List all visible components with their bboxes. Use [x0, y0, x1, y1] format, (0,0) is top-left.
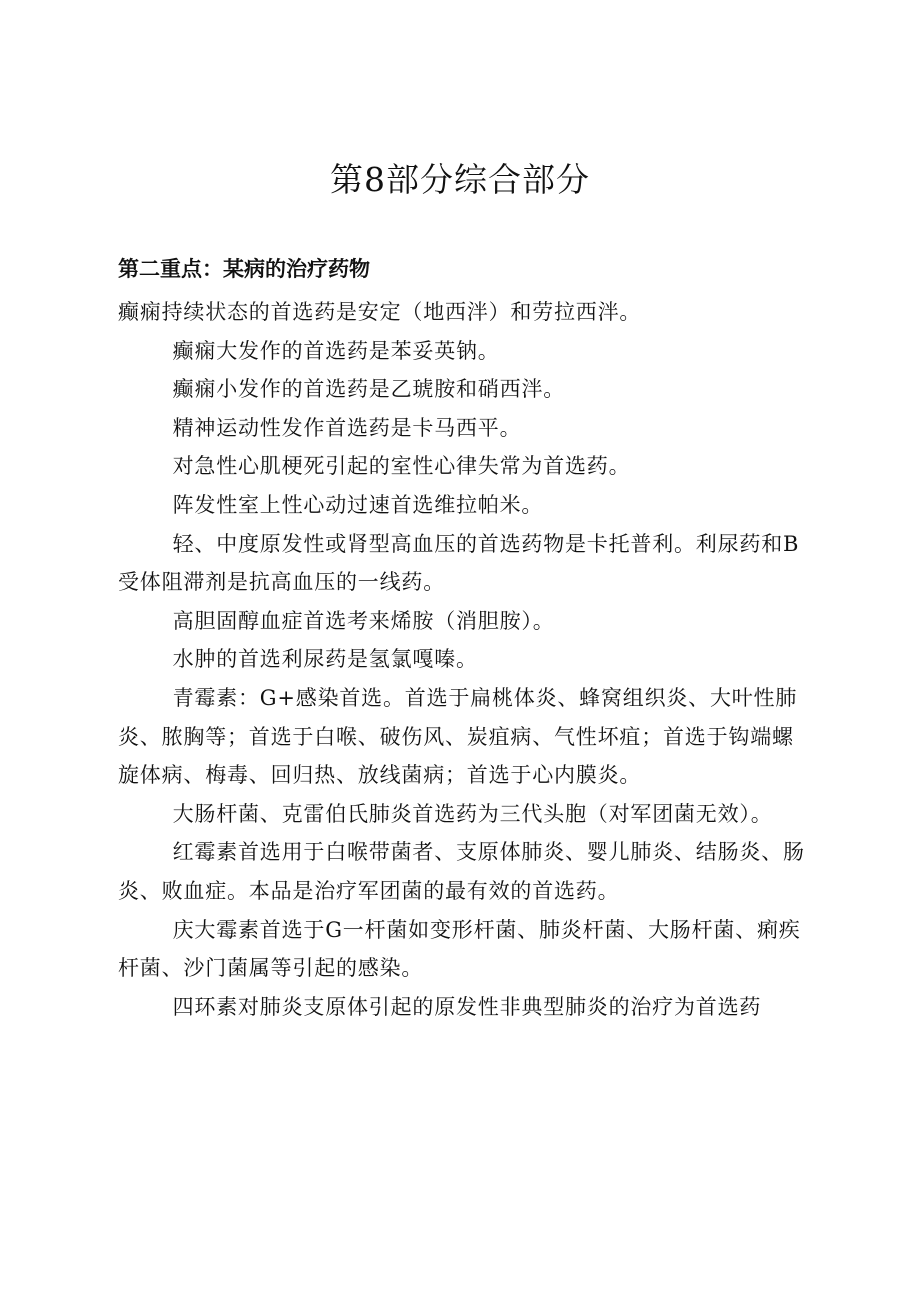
page-title: 第8部分综合部分: [330, 160, 590, 199]
paragraph-tetracycline: 四环素对肺炎支原体引起的原发性非典型肺炎的治疗为首选药: [172, 994, 762, 1019]
document-body: [118, 293, 810, 1026]
paragraph-grand-mal: 癫痫大发作的首选药是苯妥英钠。: [172, 338, 500, 363]
section-heading: 第二重点：某病的治疗药物: [118, 257, 370, 281]
paragraph-penicillin: 青霉素：G+感染首选。首选于扁桃体炎、蜂窝组织炎、大叶性肺炎、脓胸等；首选于白喉、破伤风、炭疽病、气性坏疽；首选于钩端螺旋体病、梅毒、回归热、放线菌病；首选于心内膜炎。: [118, 685, 798, 788]
paragraph-erythromycin: 红霉素首选用于白喉带菌者、支原体肺炎、婴儿肺炎、结肠炎、肠炎、败血症。本品是治疗军团菌的最有效的首选药。: [118, 840, 805, 903]
paragraph-gentamicin: 庆大霉素首选于G一杆菌如变形杆菌、肺炎杆菌、大肠杆菌、痢疾杆菌、沙门菌属等引起的感染。: [118, 917, 801, 981]
paragraph-hypercholesterolemia: 高胆固醇血症首选考来烯胺（消胆胺）。: [172, 608, 555, 633]
paragraph-ventricular-arrhythmia: 对急性心肌梗死引起的室性心律失常为首选药。: [172, 454, 631, 479]
paragraph-hypertension: 轻、中度原发性或肾型高血压的首选药物是卡托普利。利尿药和B受体阻滞剂是抗高血压的一线药。: [118, 531, 800, 595]
paragraph-psychomotor-seizure: 精神运动性发作首选药是卡马西平。: [172, 415, 522, 440]
paragraph-status-epilepticus: 癫痫持续状态的首选药是安定（地西泮）和劳拉西泮。: [118, 300, 642, 324]
paragraph-ecoli: 大肠杆菌、克雷伯氏肺炎首选药为三代头胞（对军团菌无效）。: [172, 801, 773, 826]
paragraph-petit-mal: 癫痫小发作的首选药是乙琥胺和硝西泮。: [172, 377, 565, 402]
paragraph-edema: 水肿的首选利尿药是氢氯嘎嗪。: [172, 647, 478, 672]
paragraph-svt: 阵发性室上性心动过速首选维拉帕米。: [172, 492, 544, 517]
